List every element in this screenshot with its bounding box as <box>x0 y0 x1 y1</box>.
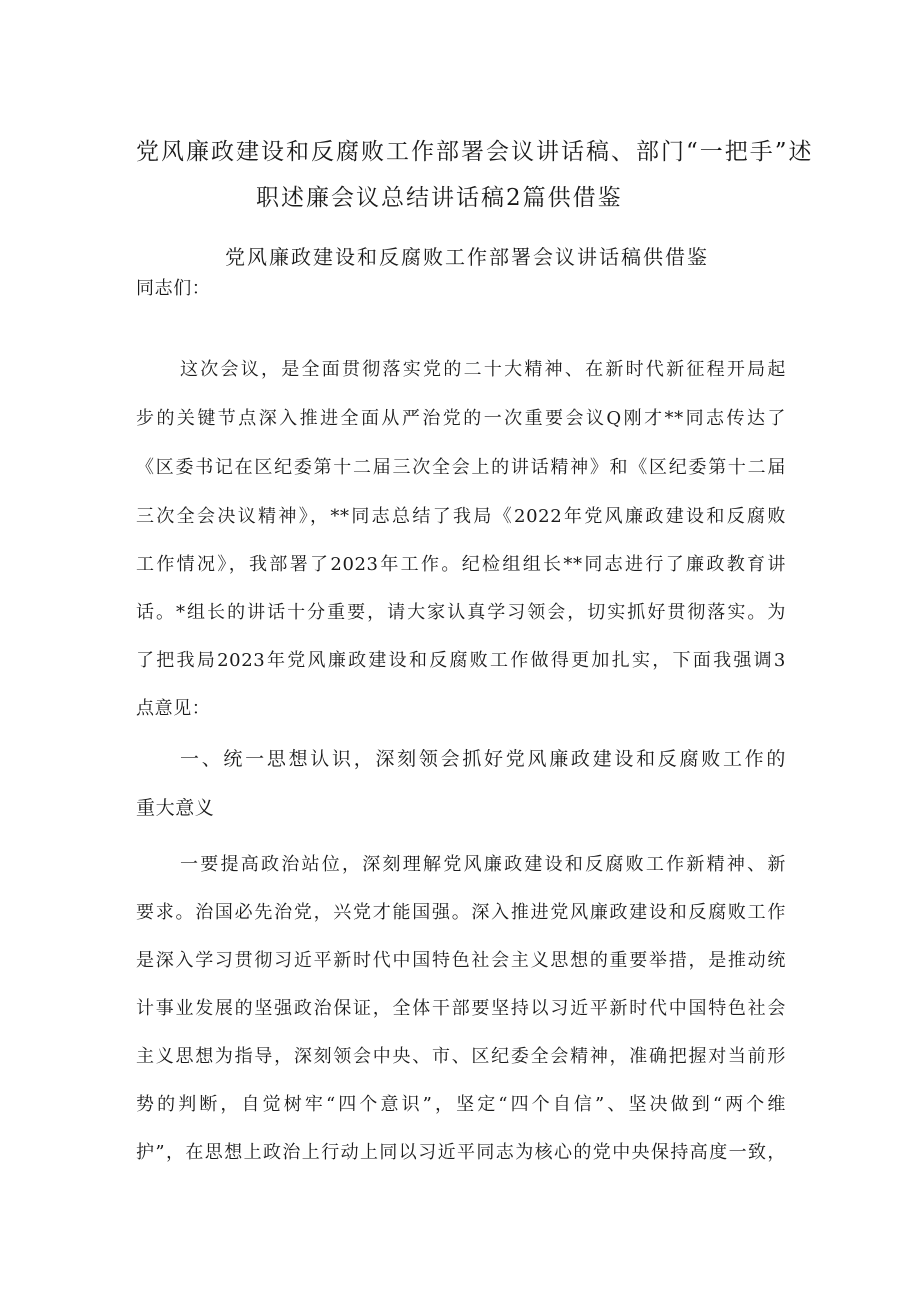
paragraph1-line: 三次全会决议精神》，**同志总结了我局《2022年党风廉政建设和反腐败 <box>136 506 786 527</box>
paragraph2-line: 计事业发展的坚强政治保证，全体干部要坚持以习近平新时代中国特色社会 <box>136 998 786 1019</box>
paragraph1-line: 这次会议，是全面贯彻落实党的二十大精神、在新时代新征程开局起 <box>180 359 786 380</box>
document-subtitle: 党风廉政建设和反腐败工作部署会议讲话稿供借鉴 <box>225 245 709 269</box>
paragraph1-line: 了把我局2023年党风廉政建设和反腐败工作做得更加扎实，下面我强调3 <box>136 650 786 671</box>
document-title-line-1: 党风廉政建设和反腐败工作部署会议讲话稿、部门“一把手”述 <box>136 139 814 165</box>
paragraph1-line: 步的关键节点深入推进全面从严治党的一次重要会议Q刚才**同志传达了 <box>136 408 786 429</box>
salutation: 同志们： <box>136 278 211 299</box>
paragraph1-line: 《区委书记在区纪委第十二届三次全会上的讲话精神》和《区纪委第十二届 <box>136 457 786 478</box>
paragraph2-line: 主义思想为指导，深刻领会中央、市、区纪委全会精神，准确把握对当前形 <box>136 1046 786 1067</box>
paragraph2-line: 势的判断，自觉树牢“四个意识”，坚定“四个自信”、坚决做到“两个维 <box>136 1094 786 1115</box>
section-heading-1-cont: 重大意义 <box>136 797 215 819</box>
paragraph2-line: 是深入学习贯彻习近平新时代中国特色社会主义思想的重要举措，是推动统 <box>136 950 786 971</box>
section-heading-1: 一、统一思想认识，深刻领会抓好党风廉政建设和反腐败工作的 <box>180 748 786 770</box>
paragraph2-line: 护”，在思想上政治上行动上同以习近平同志为核心的党中央保持高度一致， <box>136 1142 786 1163</box>
paragraph2-line: 要求。治国必先治党，兴党才能国强。深入推进党风廉政建设和反腐败工作 <box>136 902 786 923</box>
paragraph2-line: 一要提高政治站位，深刻理解党风廉政建设和反腐败工作新精神、新 <box>180 854 786 875</box>
paragraph1-line: 话。*组长的讲话十分重要，请大家认真学习领会，切实抓好贯彻落实。为 <box>136 602 786 623</box>
paragraph1-line: 点意见： <box>136 698 211 719</box>
paragraph1-line: 工作情况》，我部署了2023年工作。纪检组组长**同志进行了廉政教育讲 <box>136 554 786 575</box>
document-title-line-2: 职述廉会议总结讲话稿2篇供借鉴 <box>256 185 623 211</box>
